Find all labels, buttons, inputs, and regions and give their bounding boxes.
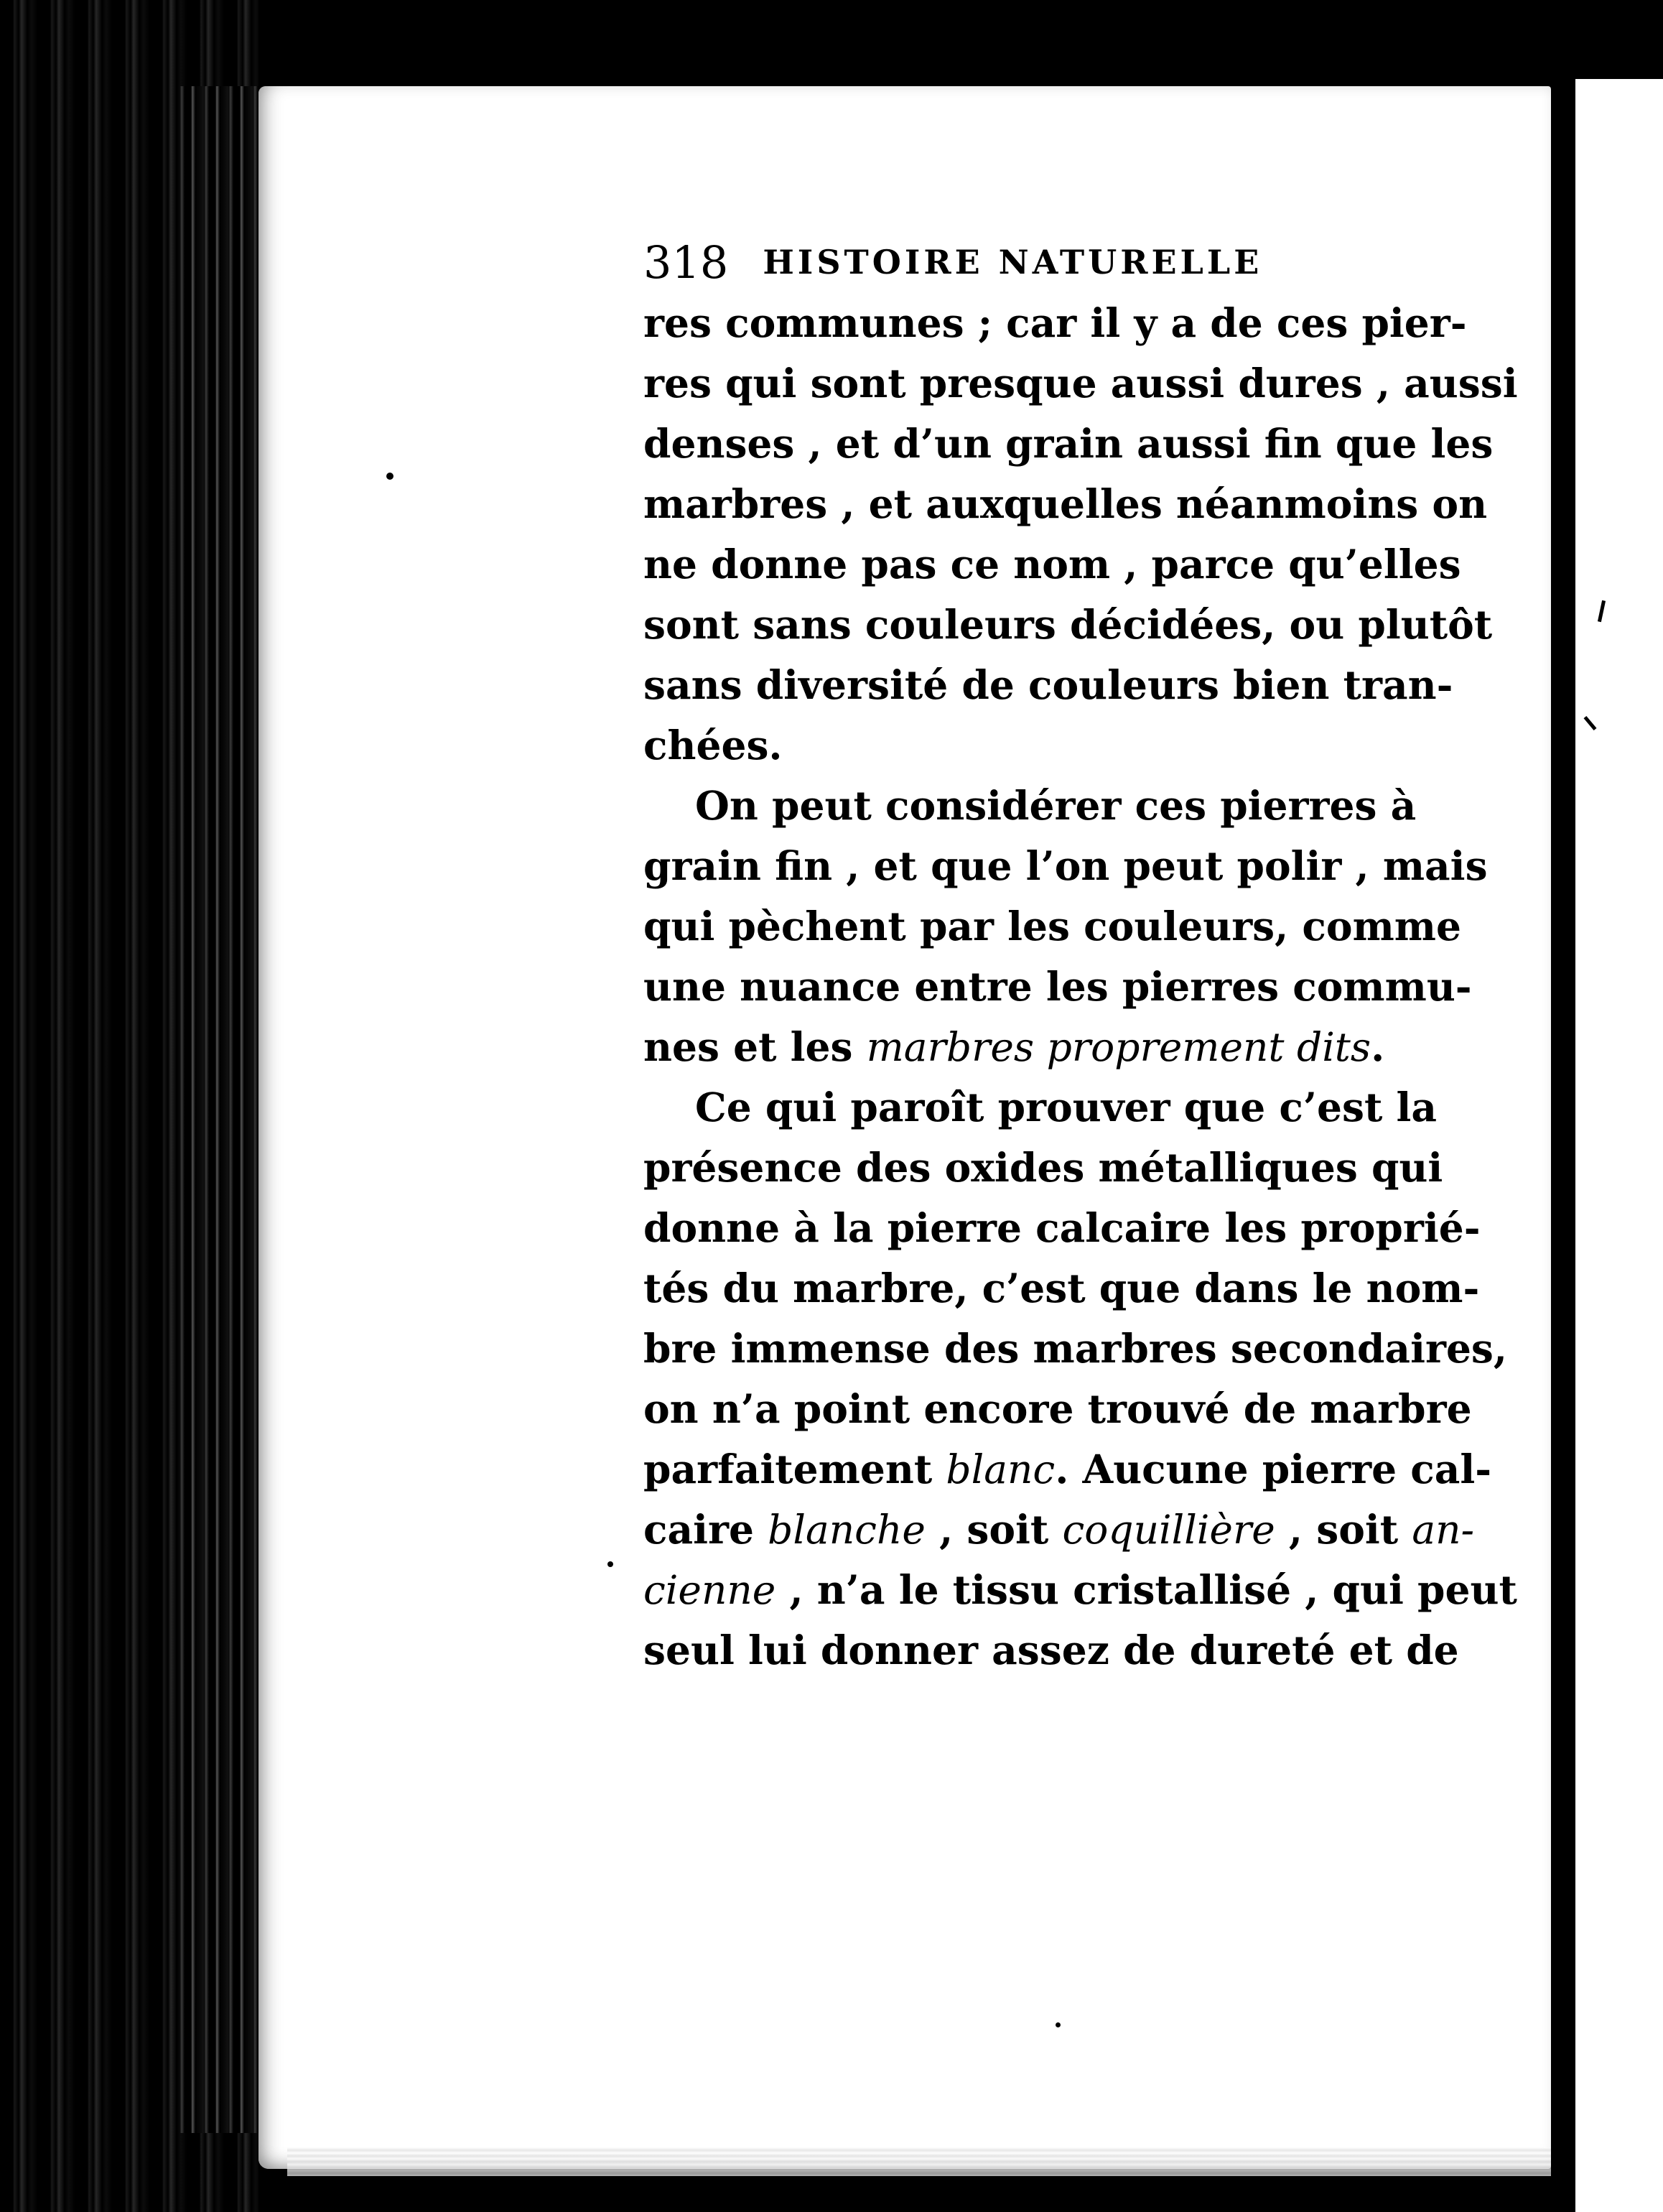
text-segment: nes et les (643, 1023, 867, 1070)
text-line (643, 534, 1461, 595)
text-segment: res communes ; car il y a de ces pier- (643, 299, 1467, 346)
text-line (643, 1017, 1407, 1077)
text-segment: res qui sont presque aussi dures , aussi (643, 360, 1518, 406)
text-segment: , soit (925, 1506, 1063, 1553)
text-segment: qui pèchent par les couleurs, comme (643, 903, 1461, 949)
text-segment: tés du marbre, c’est que dans le nom- (643, 1265, 1480, 1311)
text-segment: seul lui donner assez de dureté et de (643, 1627, 1459, 1673)
italic-text: blanche (768, 1507, 926, 1553)
text-line (643, 1077, 1438, 1138)
text-segment: . (1371, 1023, 1385, 1070)
text-line (643, 353, 1518, 414)
text-segment: caire (643, 1506, 768, 1553)
text-line (643, 1620, 1459, 1681)
italic-text: cienne (643, 1567, 776, 1613)
text-line (643, 957, 1472, 1017)
text-segment: On peut considérer ces pierres à (695, 782, 1417, 829)
text-line (643, 1439, 1492, 1500)
text-segment: parfaitement (643, 1446, 946, 1492)
text-segment: on n’a point encore trouvé de marbre (643, 1385, 1472, 1432)
text-line (643, 896, 1461, 957)
text-line (643, 776, 1417, 836)
text-line (643, 1560, 1517, 1620)
text-line (643, 1138, 1443, 1198)
text-line (643, 1379, 1472, 1439)
text-line (643, 1258, 1480, 1319)
text-line (643, 1198, 1481, 1258)
text-line (643, 1500, 1475, 1560)
italic-text: marbres proprement dits (866, 1024, 1371, 1070)
text-segment: chées. (643, 722, 783, 768)
text-segment: Ce qui paroît prouver que c’est la (695, 1084, 1438, 1130)
text-segment: . Aucune pierre cal- (1055, 1446, 1492, 1492)
text-segment: une nuance entre les pierres commu- (643, 963, 1472, 1010)
text-segment: denses , et d’un grain aussi fin que les (643, 420, 1494, 467)
text-segment: bre immense des marbres secondaires, (643, 1325, 1508, 1372)
text-line (643, 715, 1407, 776)
speck (1056, 2022, 1061, 2027)
text-line (643, 474, 1488, 534)
text-line (643, 414, 1494, 474)
text-segment: , soit (1275, 1506, 1412, 1553)
italic-text: an- (1412, 1507, 1475, 1553)
text-line (643, 595, 1493, 655)
book-edge-pages (180, 86, 266, 2133)
text-line (643, 1319, 1508, 1379)
running-head-title: HISTOIRE NATURELLE (763, 243, 1263, 282)
running-head (643, 231, 1407, 293)
text-segment: ne donne pas ce nom , parce qu’elles (643, 541, 1461, 587)
speck (386, 473, 393, 480)
body-text (643, 293, 1518, 1681)
page-bottom-edge (287, 2147, 1551, 2176)
page-text (643, 231, 1518, 1681)
text-line (643, 655, 1453, 715)
speck (607, 1561, 613, 1567)
text-segment: présence des oxides métalliques qui (643, 1144, 1443, 1191)
text-line (643, 836, 1488, 896)
text-segment: sont sans couleurs décidées, ou plutôt (643, 601, 1493, 648)
facing-page-edge (1565, 79, 1663, 2212)
text-segment: marbres , et auxquelles néanmoins on (643, 480, 1488, 527)
text-segment: , n’a le tissu cristallisé , qui peut (775, 1566, 1517, 1613)
text-segment: donne à la pierre calcaire les proprié- (643, 1204, 1481, 1251)
text-segment: sans diversité de couleurs bien tran- (643, 661, 1453, 708)
page-number: 318 (643, 236, 729, 289)
italic-text: coquillière (1062, 1507, 1275, 1553)
text-line (643, 293, 1467, 353)
italic-text: blanc (946, 1446, 1056, 1492)
text-segment: grain fin , et que l’on peut polir , mais (643, 842, 1488, 889)
